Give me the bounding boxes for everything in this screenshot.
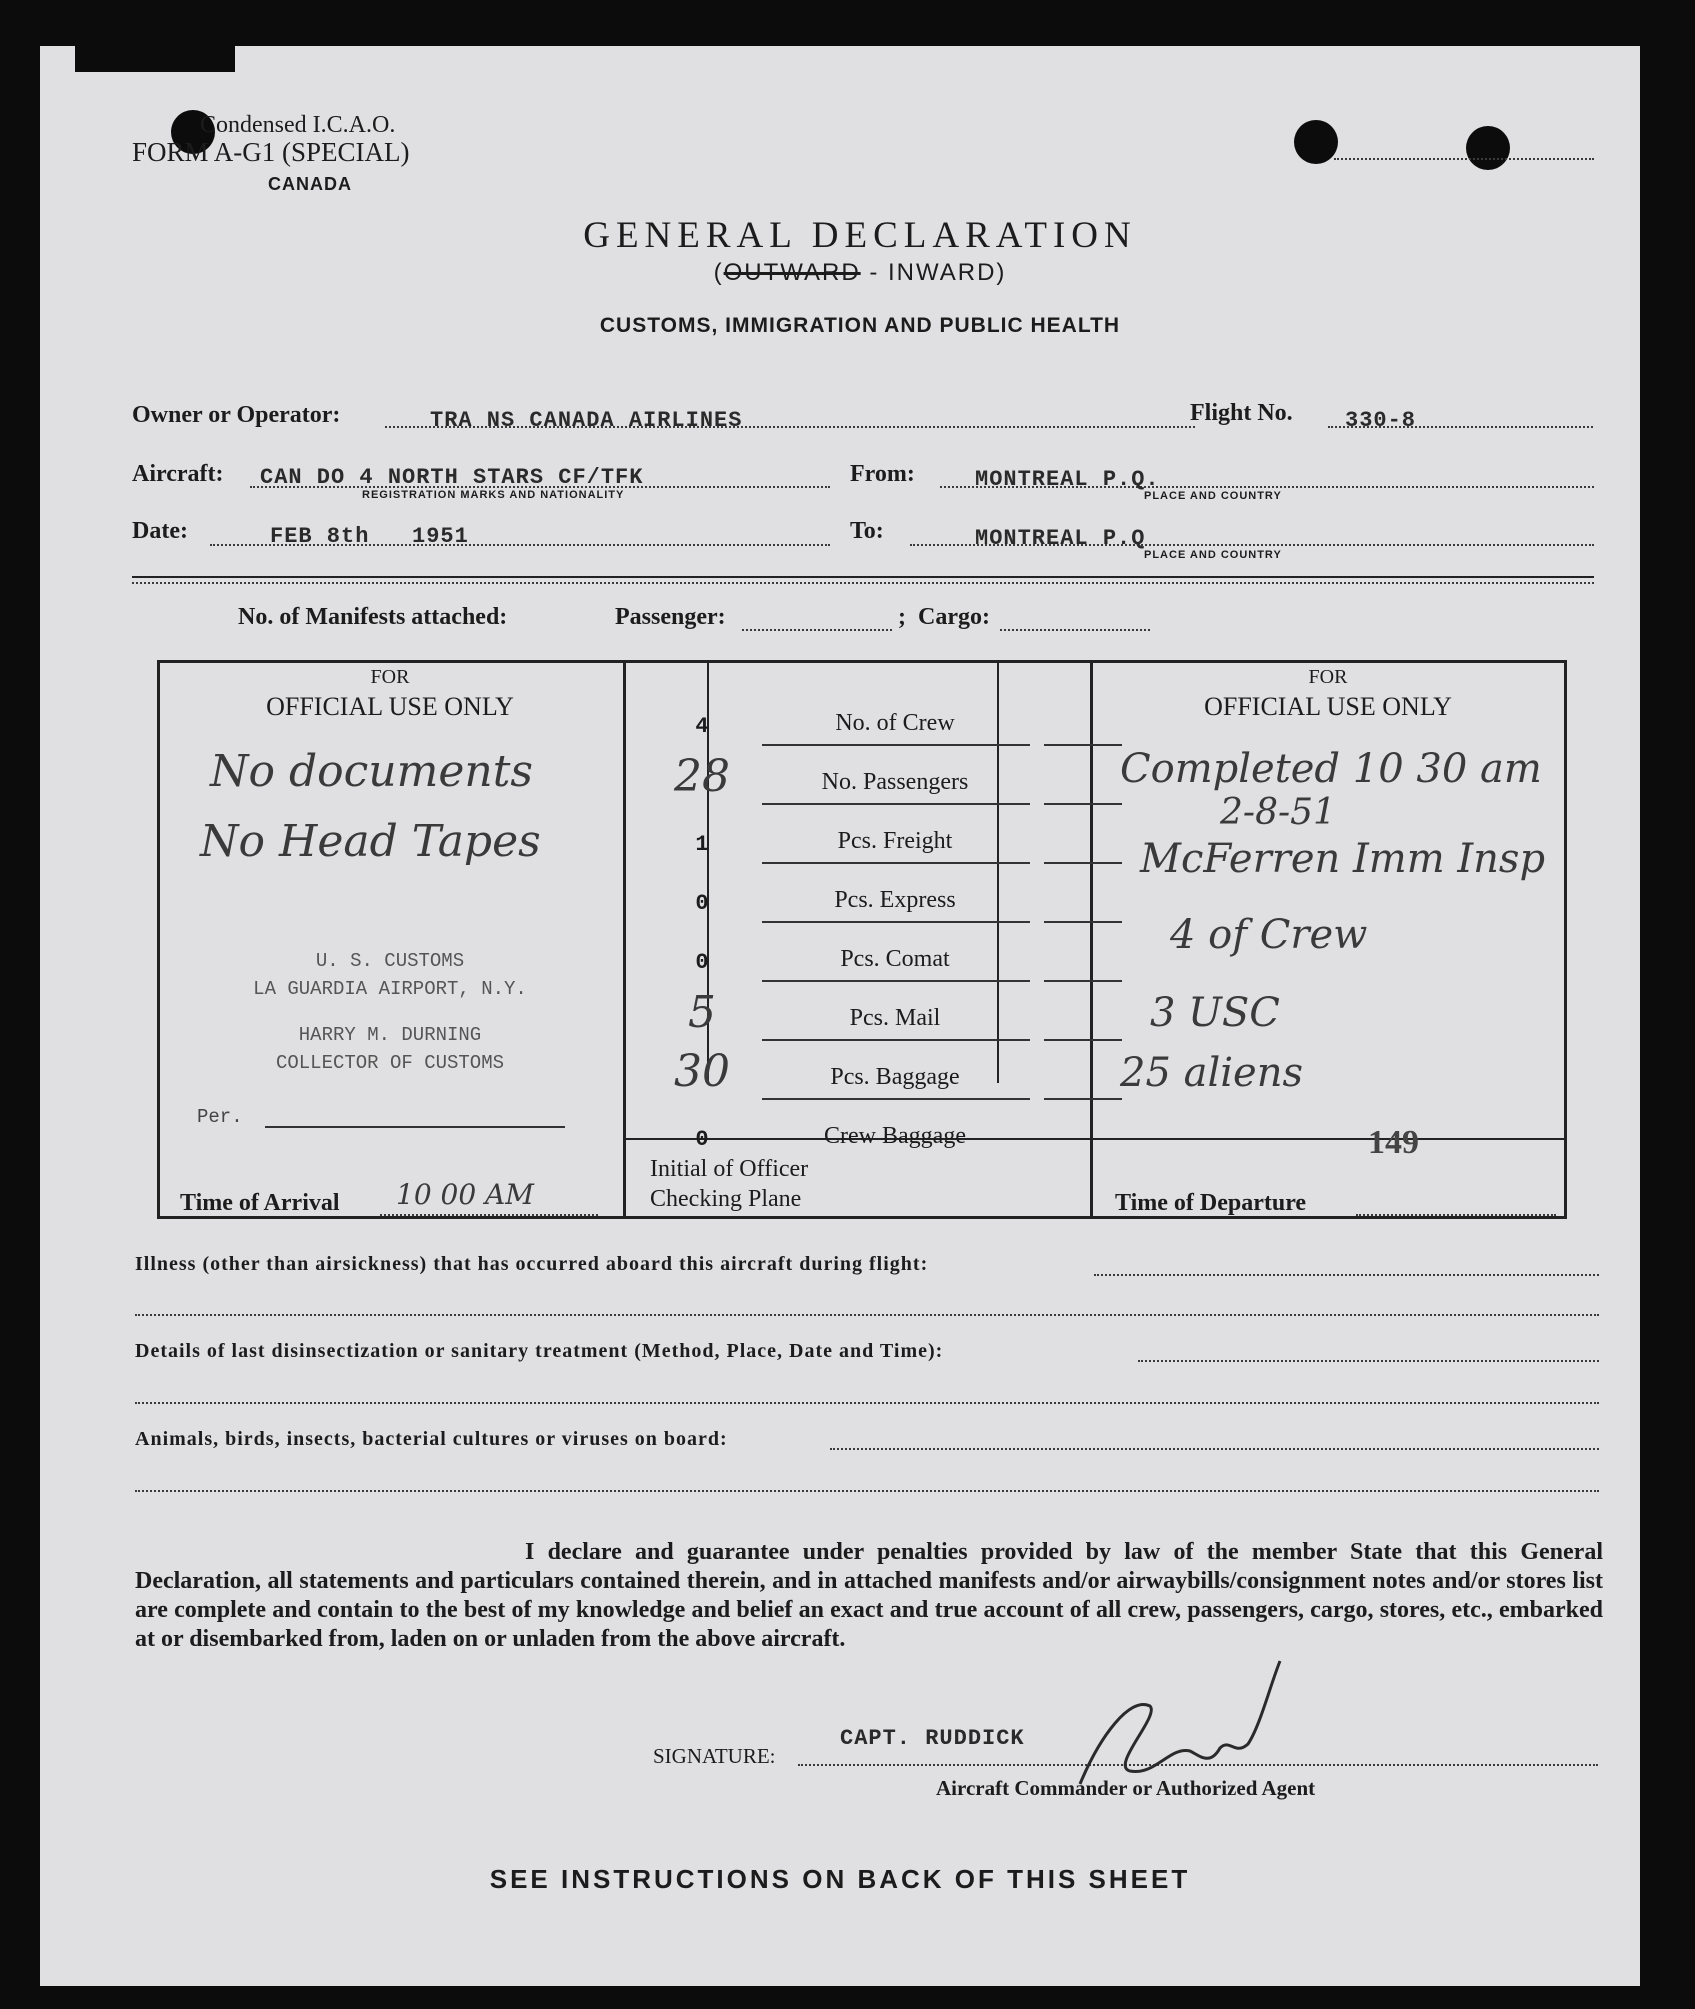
- top-left-tab: [75, 46, 235, 72]
- animals-label: Animals, birds, insects, bacterial cultures or viruses on board:: [135, 1428, 728, 1450]
- signature-scrawl: [1070, 1656, 1290, 1796]
- direction-line: (OUTWARD - INWARD): [713, 259, 1007, 286]
- left-official-heading: OFFICIAL USE ONLY: [266, 692, 514, 721]
- count-label: Crew Baggage: [824, 1123, 966, 1149]
- left-official-for: FOR: [370, 666, 410, 688]
- from-caption: PLACE AND COUNTRY: [1144, 490, 1282, 502]
- stamp-number: 149: [1368, 1124, 1419, 1161]
- left-note-1: No documents: [210, 746, 533, 797]
- count-value: 1: [695, 832, 709, 857]
- count-value: 28: [674, 751, 730, 802]
- right-note-4: 4 of Crew: [1170, 912, 1368, 958]
- flight-value: 330-8: [1345, 408, 1417, 433]
- manifest-separator: ;: [898, 604, 906, 630]
- form-line-1: Condensed I.C.A.O.: [200, 112, 396, 138]
- count-label: No. Passengers: [821, 769, 969, 795]
- page-title: GENERAL DECLARATION: [583, 215, 1137, 256]
- aircraft-label: Aircraft:: [132, 461, 224, 487]
- right-note-3: McFerren Imm Insp: [1140, 836, 1546, 882]
- illness-label: Illness (other than airsickness) that has occurred aboard this aircraft during flight:: [135, 1253, 929, 1275]
- manifests-label: No. of Manifests attached:: [238, 604, 508, 630]
- right-official-for: FOR: [1308, 666, 1348, 688]
- right-note-1: Completed 10 30 am: [1120, 746, 1542, 792]
- right-note-6: 25 aliens: [1120, 1050, 1304, 1096]
- stamp-line-2: LA GUARDIA AIRPORT, N.Y.: [253, 978, 527, 1000]
- manifest-cargo-label: Cargo:: [918, 604, 990, 630]
- date-label: Date:: [132, 518, 188, 544]
- count-label: Pcs. Comat: [840, 946, 950, 972]
- declaration-form: [40, 46, 1640, 1986]
- count-value: 0: [695, 891, 709, 916]
- footer-instructions: SEE INSTRUCTIONS ON BACK OF THIS SHEET: [489, 1864, 1191, 1894]
- from-value: MONTREAL P.Q.: [975, 467, 1160, 492]
- date-value: FEB 8th 1951: [270, 524, 469, 549]
- to-label: To:: [850, 518, 884, 544]
- count-value: 30: [674, 1046, 730, 1097]
- count-label: Pcs. Freight: [837, 828, 953, 854]
- signature-caption: Aircraft Commander or Authorized Agent: [936, 1776, 1316, 1800]
- per-label: Per.: [197, 1106, 243, 1128]
- officer-initial-line-2: Checking Plane: [650, 1186, 802, 1212]
- right-note-5: 3 USC: [1150, 990, 1280, 1036]
- count-label: Pcs. Mail: [849, 1005, 941, 1031]
- subtitle: CUSTOMS, IMMIGRATION AND PUBLIC HEALTH: [599, 314, 1121, 337]
- right-official-heading: OFFICIAL USE ONLY: [1204, 692, 1452, 721]
- stamp-line-3: HARRY M. DURNING: [298, 1024, 482, 1046]
- flight-label: Flight No.: [1190, 400, 1293, 426]
- count-value: 0: [695, 1127, 709, 1152]
- owner-value: TRA NS CANADA AIRLINES: [430, 408, 743, 433]
- stamp-line-1: U. S. CUSTOMS: [315, 950, 465, 972]
- arrival-value: 10 00 AM: [396, 1178, 534, 1211]
- count-value: 4: [695, 714, 709, 739]
- from-label: From:: [850, 461, 915, 487]
- form-line-3: CANADA: [268, 174, 352, 194]
- signature-label: SIGNATURE:: [653, 1744, 776, 1768]
- form-line-2: FORM A-G1 (SPECIAL): [132, 137, 410, 167]
- count-label: Pcs. Baggage: [830, 1064, 960, 1090]
- count-label: No. of Crew: [835, 710, 955, 736]
- direction-crossed: OUTWARD: [723, 259, 861, 286]
- officer-initial-line-1: Initial of Officer: [650, 1156, 809, 1182]
- left-note-2: No Head Tapes: [200, 816, 541, 867]
- aircraft-caption: REGISTRATION MARKS AND NATIONALITY: [362, 489, 625, 501]
- to-value: MONTREAL P.Q: [975, 526, 1146, 551]
- declaration-text: I declare and guarantee under penalties provided by law of the member State that this General Declaration, all statements and particulars contained therein, and in attached manifests and/or airwaybills/consignment notes and/or stores list are complete and contain to the best of my knowledge and belief an exact and true account of all crew, passengers, cargo, stores, etc., embarked at or disembarked from, laden on or unladen from the above aircraft.: [135, 1539, 1603, 1652]
- stamp-line-4: COLLECTOR OF CUSTOMS: [275, 1052, 505, 1074]
- owner-label: Owner or Operator:: [132, 402, 341, 428]
- punch-hole: [1466, 126, 1510, 170]
- count-value: 0: [695, 950, 709, 975]
- arrival-label: Time of Arrival: [180, 1190, 340, 1216]
- right-note-2: 2-8-51: [1220, 792, 1336, 833]
- departure-label: Time of Departure: [1115, 1190, 1307, 1216]
- aircraft-value: CAN DO 4 NORTH STARS CF/TFK: [260, 465, 644, 490]
- to-caption: PLACE AND COUNTRY: [1144, 549, 1282, 561]
- signature-typed-name: CAPT. RUDDICK: [840, 1726, 1025, 1751]
- count-value: 5: [688, 987, 716, 1038]
- punch-hole: [1294, 120, 1338, 164]
- disinsect-label: Details of last disinsectization or sanitary treatment (Method, Place, Date and Time):: [135, 1340, 944, 1362]
- manifest-passenger-label: Passenger:: [615, 604, 726, 630]
- count-label: Pcs. Express: [834, 887, 956, 913]
